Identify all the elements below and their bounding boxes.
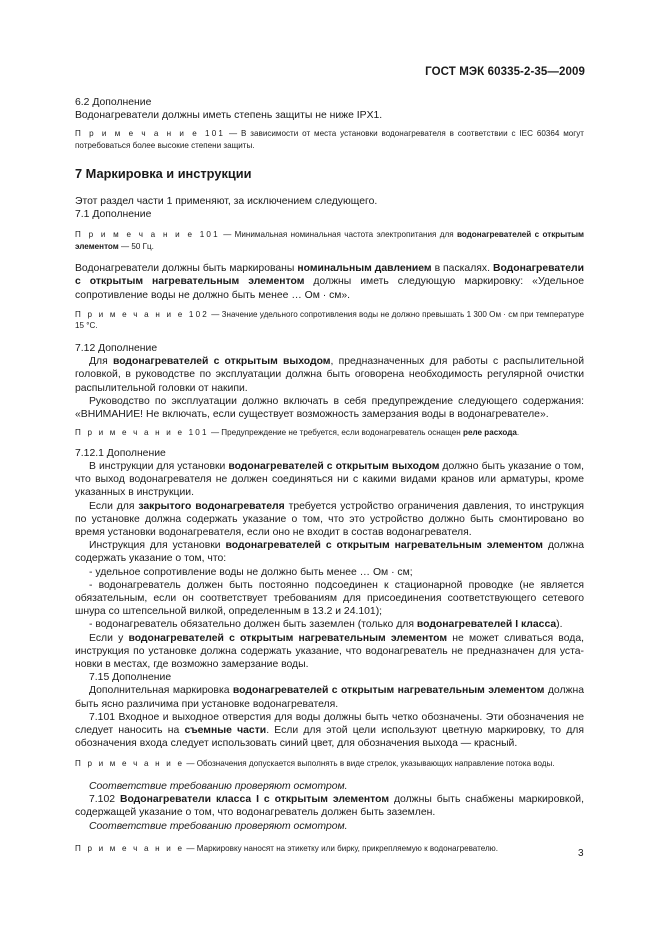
note bbox=[75, 309, 584, 332]
paragraph: Водонагреватели должны иметь степень защиты не ниже IPX1. bbox=[75, 110, 383, 122]
note-term: водонагревателей с открытым элементом bbox=[75, 230, 584, 251]
term: номинальным давлением bbox=[297, 263, 432, 275]
note bbox=[75, 843, 584, 855]
text-run: ). bbox=[556, 619, 563, 631]
text-run: должны иметь следующую маркировку: «Удельное сопротивление воды не должно быть менее … Ом · см». bbox=[75, 276, 585, 301]
term: съемные части bbox=[184, 725, 267, 737]
text-run: В инструкции для установки bbox=[89, 461, 229, 472]
text-run: должны быть снабжены маркировкой, содержащей указание о том, что водонагреватель должен быть заземлен. bbox=[75, 794, 584, 819]
term: водонагревателей с открытым выходом bbox=[228, 461, 440, 472]
list-item: - водонагреватель должен быть постоянно подсоединен к стационарной проводке (не является обязательным, если он соответствует требованиям для присоединения соответствующего сетевого шнура со штепсельной вилкой, определенным в 13.2 и 24.101); bbox=[75, 579, 584, 618]
note-label: П р и м е ч а н и е bbox=[75, 843, 185, 853]
term: водонагревателей с открытым нагревательным элементом bbox=[128, 632, 448, 644]
note bbox=[75, 229, 584, 252]
paragraph bbox=[75, 460, 584, 500]
term: Водонагреватели класса I с открытым элементом bbox=[115, 794, 390, 806]
text-run: должна содержать указание о том, что: bbox=[75, 540, 584, 565]
paragraph bbox=[75, 632, 584, 672]
paragraph bbox=[75, 539, 584, 565]
list-item: - удельное сопротивление воды не должно быть менее … Ом · см; bbox=[89, 566, 413, 578]
paragraph: Руководство по эксплуатации должно включать в себя предупреждение следующего содержания: «ВНИМАНИЕ! Не включать, если существует возможность замерзания воды в водонагревателе». bbox=[75, 395, 584, 420]
note-text: — В зависимости от места установки водонагревателя в соответствии с IEC 60364 могут потребоваться более высокие степени защиты. bbox=[75, 129, 584, 150]
text-run: Для bbox=[89, 356, 113, 368]
term: Водонагреватели с открытым нагревательным элементом bbox=[75, 263, 584, 288]
note-text: — Маркировку наносят на этикетку или бирку, прикрепляемую к водонагревателю. bbox=[184, 843, 498, 853]
text-run: Инструкция для установки bbox=[89, 540, 226, 552]
document-id: ГОСТ МЭК 60335-2-35—2009 bbox=[425, 66, 585, 78]
page-content bbox=[75, 96, 584, 854]
clause-title-7-12: 7.12 Дополнение bbox=[75, 342, 158, 354]
note-label: П р и м е ч а н и е bbox=[75, 759, 185, 769]
clause-7-102 bbox=[75, 793, 584, 819]
note-text: — 50 Гц. bbox=[118, 241, 154, 251]
clause-title-7-1: 7.1 Дополнение bbox=[75, 208, 152, 220]
term: водонагревателей I класса bbox=[416, 619, 557, 631]
term: водонагревателей с открытым выходом bbox=[112, 356, 331, 368]
note bbox=[75, 758, 584, 770]
text-run: Водонагреватели должны быть маркированы bbox=[75, 263, 298, 275]
text-run: не может сливаться вода, инструкция по установке должна содержать указание, что водонагреватель не предназначен для установки в местах, где возможно замерзание воды. bbox=[75, 632, 584, 671]
text-run: в паскалях. bbox=[431, 263, 493, 275]
text-run: Дополнительная маркировка bbox=[89, 685, 233, 697]
term: водонагревателей с открытым нагревательным элементом bbox=[225, 540, 543, 552]
term: закрытого водонагревателя bbox=[138, 500, 285, 512]
paragraph bbox=[75, 355, 584, 395]
note bbox=[75, 427, 584, 439]
note-label: П р и м е ч а н и е 102 bbox=[75, 309, 209, 319]
text-run: . Если для этой цели используют цветную маркировку, то для обозначения входа следует использовать синий цвет, для обозначения выхода — красный. bbox=[75, 725, 584, 750]
text-run: Входное и выходное отверстия для воды должны быть четко обозначены. Эти обозначения не следует наносить на bbox=[75, 711, 584, 737]
text-run: - водонагреватель обязательно должен быть заземлен (только для bbox=[89, 619, 417, 631]
clause-title-7-12-1: 7.12.1 Дополнение bbox=[75, 447, 166, 459]
note-label: П р и м е ч а н и е 101 bbox=[75, 230, 220, 239]
note-text: — Значение удельного сопротивления воды не должно превышать 1 300 Ом · см при температуре 15 °С. bbox=[75, 309, 584, 331]
page-number: 3 bbox=[578, 848, 584, 859]
text-run: должно быть указание о том, что выход водонагревателя не должен соединяться ни с какими видами кранов или арматуры, кроме указанных в инструкции. bbox=[75, 461, 584, 499]
text-run: требуется устройство ограничения давления, то инструкция по установке должна содержать указание о том, что это устройство должно быть смонтировано во время установки водонагревателя, если оно не входит в состав водонагревателя. bbox=[75, 500, 584, 539]
term: водонагревателей с открытым нагревательным элементом bbox=[232, 685, 545, 697]
note-label: П р и м е ч а н и е 101 bbox=[75, 129, 226, 139]
clause-title-6-2: 6.2 Дополнение bbox=[75, 97, 152, 108]
text-run: Если для bbox=[89, 500, 139, 512]
text-run: должна быть ясно различима при установке водонагревателя. bbox=[75, 685, 584, 710]
note-text: — Обозначения допускается выполнять в виде стрелок, указывающих направление потока воды. bbox=[184, 759, 555, 769]
text-run: Если у bbox=[89, 632, 129, 644]
clause-title-7-15: 7.15 Дополнение bbox=[89, 672, 172, 684]
paragraph bbox=[75, 262, 584, 302]
note-text: . bbox=[516, 428, 520, 438]
note-term: реле расхода bbox=[463, 428, 517, 438]
paragraph: Этот раздел части 1 применяют, за исключением следующего. bbox=[75, 195, 378, 207]
text-run: , предназначенных для работы с распылительной головкой, в руководстве по эксплуатации должна быть оговорена необходимость регулярной очистки распылительной головки от накипи. bbox=[75, 356, 584, 394]
note-label: П р и м е ч а н и е 101 bbox=[75, 428, 209, 438]
clause-number: 7.101 bbox=[89, 711, 116, 723]
clause-7-101 bbox=[75, 711, 584, 751]
paragraph bbox=[75, 500, 584, 540]
note bbox=[75, 128, 584, 151]
list-item bbox=[75, 618, 584, 631]
clause-number: 7.102 bbox=[89, 794, 116, 806]
paragraph bbox=[75, 684, 584, 710]
compliance-check: Соответствие требованию проверяют осмотром. bbox=[89, 781, 348, 793]
note-text: — Минимальная номинальная частота электропитания для bbox=[219, 230, 457, 239]
section-heading: 7 Маркировка и инструкции bbox=[75, 165, 252, 181]
note-text: — Предупреждение не требуется, если водонагреватель оснащен bbox=[208, 428, 464, 438]
compliance-check: Соответствие требованию проверяют осмотром. bbox=[89, 820, 348, 832]
